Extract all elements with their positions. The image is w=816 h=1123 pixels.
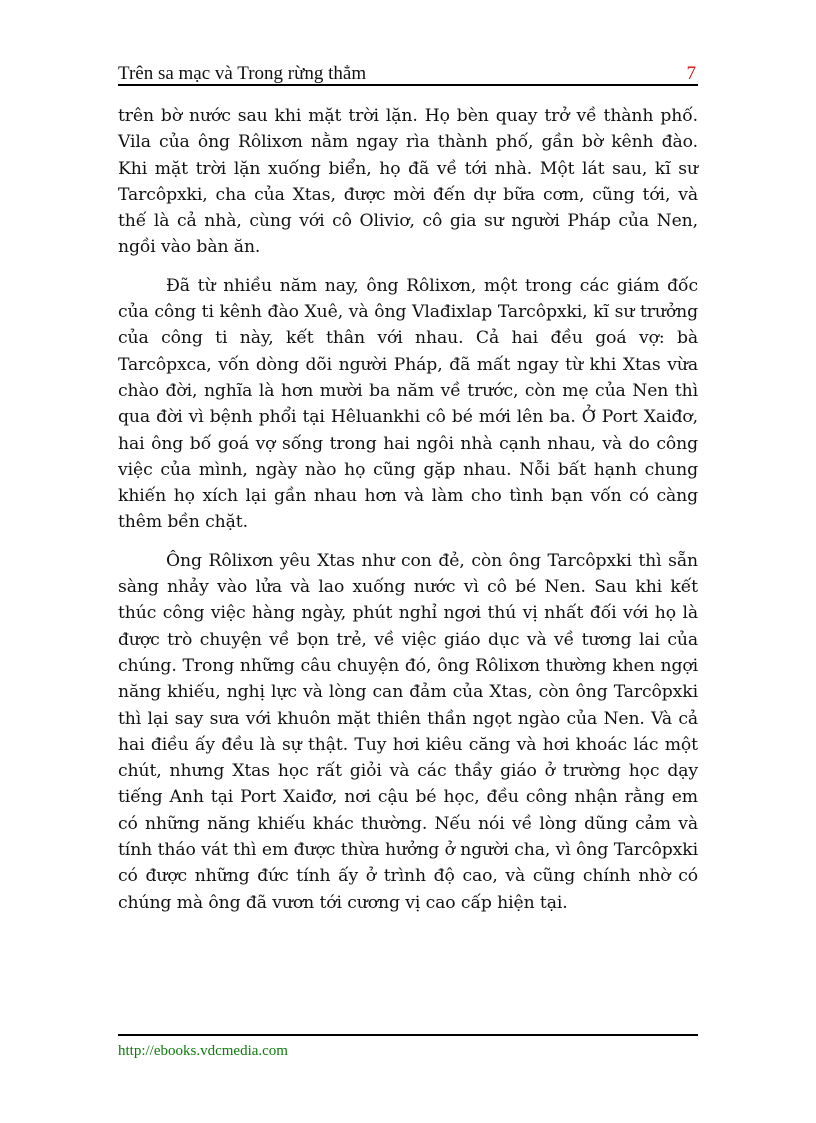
footer-website-link[interactable]: http://ebooks.vdcmedia.com (118, 1043, 288, 1059)
paragraph-continued: trên bờ nước sau khi mặt trời lặn. Họ bèn quay trở về thành phố. Vila của ông Rôlixơn nằm ngay rìa thành phố, gần bờ kênh đào. Khi mặt trời lặn xuống biển, họ đã về tới nhà. Một lát sau, kĩ sư Tarcôpxki, cha của Xtas, được mời đến dự bữa cơm, cũng tới, và thế là cả nhà, cùng với cô Oliviơ, cô gia sư người Pháp của Nen, ngồi vào bàn ăn. (118, 106, 698, 258)
page-number: 7 (686, 63, 696, 84)
paragraph-friendship: Đã từ nhiều năm nay, ông Rôlixơn, một trong các giám đốc của công ti kênh đào Xuê, và ông Vlađixlap Tarcôpxki, kĩ sư trưởng của công ti này, kết thân với nhau. Cả hai đều goá vợ: bà Tarcôpxca, vốn dòng dõi người Pháp, đã mất ngay từ khi Xtas vừa chào đời, nghĩa là hơn mười ba năm về trước, còn mẹ của Nen thì qua đời vì bệnh phổi tại Hêluankhi cô bé mới lên ba. Ở Port Xaiđơ, hai ông bố goá vợ sống trong hai ngôi nhà cạnh nhau, và do công việc của mình, ngày nào họ cũng gặp nhau. Nỗi bất hạnh chung khiến họ xích lại gần nhau hơn và làm cho tình bạn vốn có càng thêm bền chặt. (118, 275, 698, 533)
body-text (118, 103, 698, 928)
book-title: Trên sa mạc và Trong rừng thẳm (118, 63, 367, 84)
page-header (118, 60, 698, 86)
footer-divider (118, 1034, 698, 1036)
paragraph-children: Ông Rôlixơn yêu Xtas như con đẻ, còn ông Tarcôpxki thì sẵn sàng nhảy vào lửa và lao xuống nước vì cô bé Nen. Sau khi kết thúc công việc hàng ngày, phút nghỉ ngơi thú vị nhất đối với họ là được trò chuyện về bọn trẻ, về việc giáo dục và về tương lai của chúng. Trong những câu chuyện đó, ông Rôlixơn thường khen ngợi năng khiếu, nghị lực và lòng can đảm của Xtas, còn ông Tarcôpxki thì lại say sưa với khuôn mặt thiên thần ngọt ngào của Nen. Và cả hai điều ấy đều là sự thật. Tuy hơi kiêu căng và hơi khoác lác một chút, nhưng Xtas học rất giỏi và các thầy giáo ở trường học dạy tiếng Anh tại Port Xaiđơ, nơi cậu bé học, đều công nhận rằng em có những năng khiếu khác thường. Nếu nói về lòng dũng cảm và tính tháo vát thì em được thừa hưởng ở người cha, vì ông Tarcôpxki có được những đức tính ấy ở trình độ cao, và cũng chính nhờ có chúng mà ông đã vươn tới cương vị cao cấp hiện tại. (118, 550, 698, 913)
